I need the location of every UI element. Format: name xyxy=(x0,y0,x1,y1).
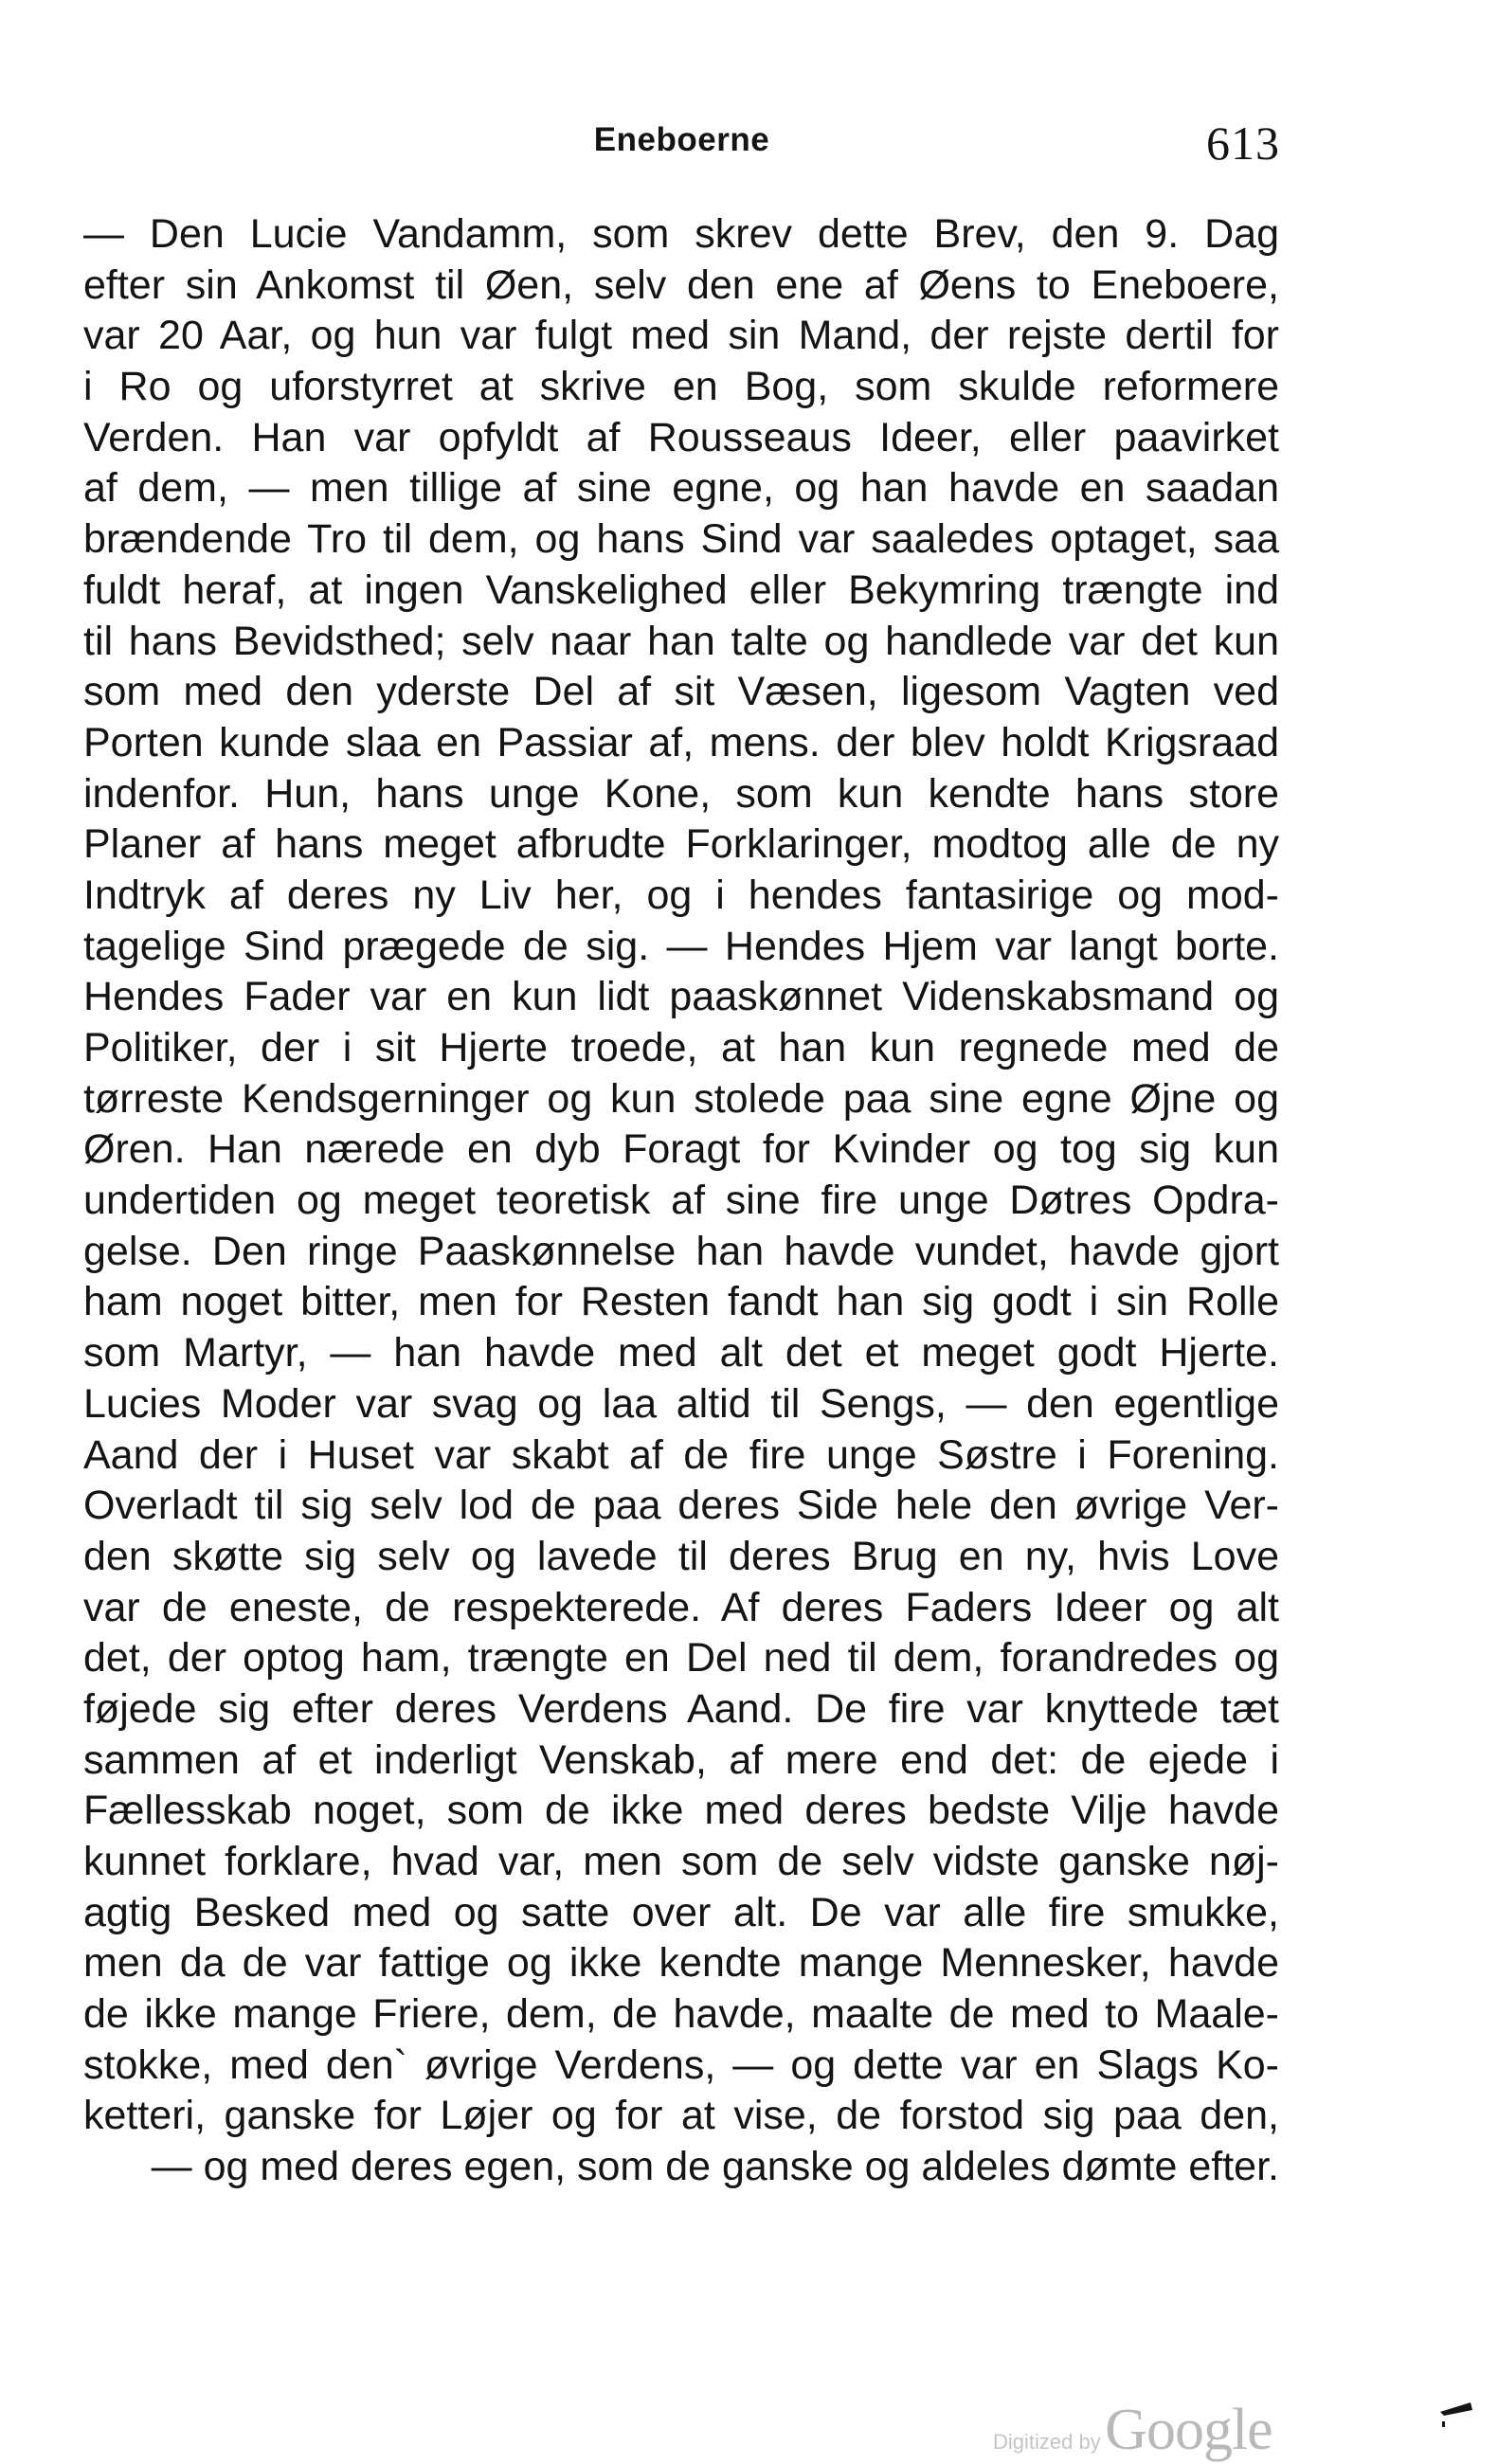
text-line: Fællesskab noget, som de ikke med deres bedste Vilje havde xyxy=(83,1788,1279,1834)
text-line: efter sin Ankomst til Øen, selv den ene af Øens to Eneboere, xyxy=(83,261,1279,308)
text-line: de ikke mange Friere, dem, de havde, maalte de med to Maale- xyxy=(83,1991,1279,2038)
text-line: Aand der i Huset var skabt af de fire unge Søstre i Forening. xyxy=(83,1431,1279,1478)
text-line: men da de var fattige og ikke kendte mange Mennesker, havde xyxy=(83,1940,1279,1987)
digitized-stamp xyxy=(993,2397,1272,2462)
running-title: Eneboerne xyxy=(593,121,770,158)
text-line: var de eneste, de respekterede. Af deres Faders Ideer og alt xyxy=(83,1584,1279,1630)
text-line: stokke, med den` øvrige Verdens, — og dette var en Slags Ko- xyxy=(83,2041,1279,2088)
text-line: — og med deres egen, som de ganske og aldeles dømte efter. xyxy=(151,2144,1279,2190)
text-line: gelse. Den ringe Paaskønnelse han havde vundet, havde gjort xyxy=(83,1228,1279,1274)
digitized-by-label: Digitized by xyxy=(993,2430,1101,2454)
text-line: brændende Tro til dem, og hans Sind var saaledes optaget, saa xyxy=(83,516,1279,563)
body-text xyxy=(83,209,1279,2193)
text-line: tagelige Sind prægede de sig. — Hendes Hjem var langt borte. xyxy=(83,923,1279,969)
text-line: i Ro og uforstyrret at skrive en Bog, som skulde reformere xyxy=(83,364,1279,410)
google-wordmark: Google xyxy=(1105,2398,1272,2462)
text-line: til hans Bevidsthed; selv naar han talte og handlede var det kun xyxy=(83,618,1279,664)
text-line: kunnet forklare, hvad var, men som de selv vidste ganske nøj- xyxy=(83,1839,1279,1884)
text-line: den skøtte sig selv og lavede til deres Brug en ny, hvis Love xyxy=(83,1533,1279,1579)
text-line: det, der optog ham, trængte en Del ned til dem, forandredes og xyxy=(83,1635,1279,1682)
text-line: Planer af hans meget afbrudte Forklaringer, modtog alle de ny xyxy=(83,821,1279,868)
text-line: var 20 Aar, og hun var fulgt med sin Mand, der rejste dertil for xyxy=(83,313,1279,359)
text-line: Indtryk af deres ny Liv her, og i hendes fantasirige og mod- xyxy=(83,872,1279,918)
text-line: undertiden og meget teoretisk af sine fire unge Døtres Opdra- xyxy=(83,1178,1279,1224)
text-line: Porten kunde slaa en Passiar af, mens. der blev holdt Krigsraad xyxy=(83,719,1279,765)
text-line: — Den Lucie Vandamm, som skrev dette Brev, den 9. Dag xyxy=(83,211,1279,257)
text-line: tørreste Kendsgerninger og kun stolede paa sine egne Øjne og xyxy=(83,1075,1279,1122)
text-line: indenfor. Hun, hans unge Kone, som kun kendte hans store xyxy=(83,770,1279,817)
text-line: Lucies Moder var svag og laa altid til Sengs, — den egentlige xyxy=(83,1380,1279,1427)
text-line: Hendes Fader var en kun lidt paaskønnet Videnskabsmand og xyxy=(83,974,1279,1020)
text-line: Øren. Han nærede en dyb Foragt for Kvinder og tog sig kun xyxy=(83,1126,1279,1173)
running-header xyxy=(83,116,1280,172)
text-line: Overladt til sig selv lod de paa deres Side hele den øvrige Ver- xyxy=(83,1483,1279,1529)
text-line: fuldt heraf, at ingen Vanskelighed eller Bekymring trængte ind xyxy=(83,567,1279,613)
text-line: af dem, — men tillige af sine egne, og han havde en saadan xyxy=(83,465,1279,512)
text-line: sammen af et inderligt Venskab, af mere end det: de ejede i xyxy=(83,1736,1279,1783)
text-line: som Martyr, — han havde med alt det et meget godt Hjerte. xyxy=(83,1330,1279,1376)
text-line: ketteri, ganske for Løjer og for at vise, de forstod sig paa den, xyxy=(83,2093,1279,2139)
page-number: 613 xyxy=(1206,117,1280,170)
text-line: agtig Besked med og satte over alt. De var alle fire smukke, xyxy=(83,1889,1279,1935)
text-line: Politiker, der i sit Hjerte troede, at han kun regnede med de xyxy=(83,1025,1279,1070)
text-line: ham noget bitter, men for Resten fandt han sig godt i sin Rolle xyxy=(83,1279,1279,1325)
scan-artifact-icon xyxy=(1438,2401,1476,2429)
text-line: føjede sig efter deres Verdens Aand. De fire var knyttede tæt xyxy=(83,1685,1279,1732)
text-line: som med den yderste Del af sit Væsen, ligesom Vagten ved xyxy=(83,669,1279,715)
text-line: Verden. Han var opfyldt af Rousseaus Ideer, eller paavirket xyxy=(83,414,1279,460)
